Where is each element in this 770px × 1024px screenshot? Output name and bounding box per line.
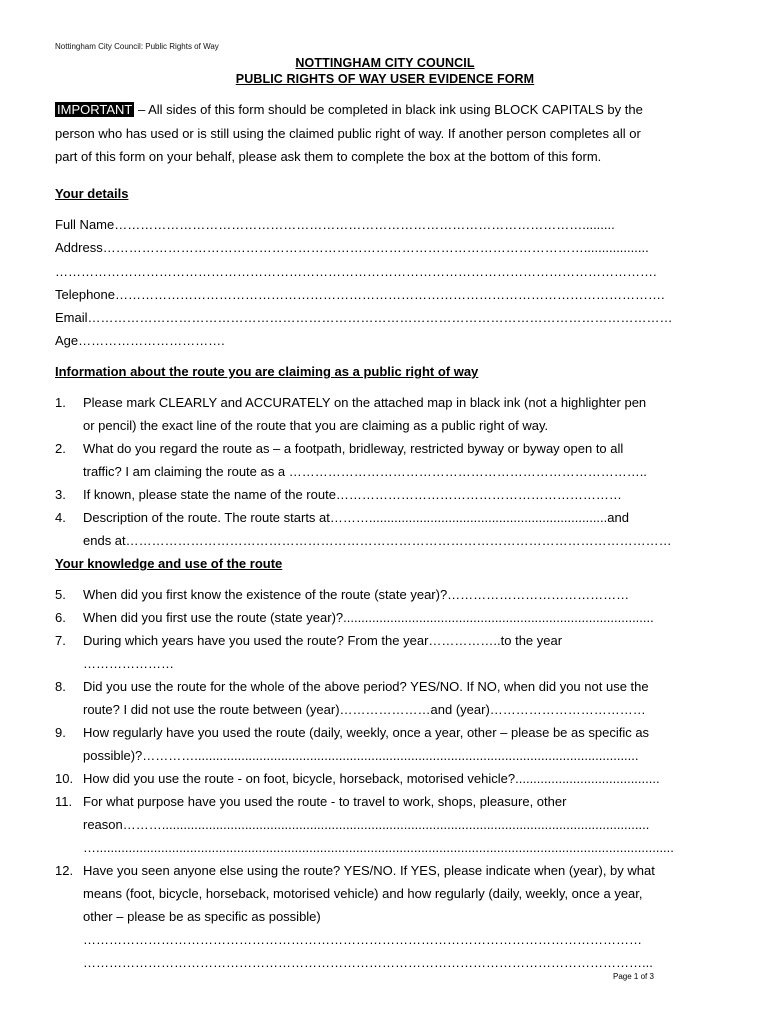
- question-6-answer-field[interactable]: When did you first use the route (state year)?......................................................................................: [83, 610, 654, 625]
- question-7-line-2[interactable]: …………………: [83, 656, 174, 671]
- question-number: 4.: [55, 510, 66, 525]
- intro-line-3: part of this form on your behalf, please ask them to complete the box at the bottom of this form.: [55, 149, 602, 164]
- question-10-answer-field[interactable]: How did you use the route - on foot, bicycle, horseback, motorised vehicle?........................................: [83, 771, 660, 786]
- question-9: [55, 725, 649, 740]
- question-11: [55, 794, 566, 809]
- question-number: 9.: [55, 725, 66, 740]
- question-2-answer-field[interactable]: traffic? I am claiming the route as a ………………………………………………………………………..: [83, 464, 647, 479]
- header-note: Nottingham City Council: Public Rights of Way: [55, 42, 219, 51]
- important-badge: IMPORTANT: [57, 102, 133, 117]
- question-9-answer-field[interactable]: possible)?…………...........................................................................................................................: [83, 748, 639, 763]
- question-12-answer-field[interactable]: …………………………………………………………………………………………………………………: [83, 932, 642, 947]
- question-text: For what purpose have you used the route - to travel to work, shops, pleasure, other: [83, 794, 567, 809]
- question-number: 12.: [55, 863, 74, 878]
- question-8-answer-field[interactable]: route? I did not use the route between (year)…………………and (year)………………………………: [83, 702, 646, 717]
- address-field-line-2[interactable]: ………………………………………………………………………………………………………………………….: [55, 264, 657, 279]
- your-details-heading: Your details: [55, 186, 129, 201]
- years-used-field[interactable]: During which years have you used the route? From the year……………..to the year: [83, 633, 563, 648]
- question-11-answer-field-line-2[interactable]: …................................................................................................................................................................: [83, 840, 674, 855]
- route-info-heading: Information about the route you are claiming as a public right of way: [55, 364, 479, 379]
- question-text: What do you regard the route as – a footpath, bridleway, restricted byway or byway open to all: [83, 441, 624, 456]
- question-12: [55, 863, 655, 878]
- question-number: 2.: [55, 441, 66, 456]
- question-text: Please mark CLEARLY and ACCURATELY on the attached map in black ink (not a highlighter pen: [83, 395, 647, 410]
- knowledge-heading: Your knowledge and use of the route: [55, 556, 283, 571]
- intro-paragraph: [55, 98, 715, 169]
- question-number: 11.: [55, 794, 73, 809]
- question-number: 3.: [55, 487, 66, 502]
- question-12-line-3: other – please be as specific as possible): [83, 909, 321, 924]
- council-title: NOTTINGHAM CITY COUNCIL: [295, 56, 475, 70]
- route-start-field[interactable]: Description of the route. The route starts at………..................................................................and: [83, 510, 629, 525]
- question-4: [55, 510, 629, 525]
- question-12-answer-field-line-2[interactable]: …………………………………………………………………………………………………………………...: [83, 955, 653, 970]
- route-end-field[interactable]: ends at………………………………………………………………………………………………………………: [83, 533, 672, 548]
- question-text: Have you seen anyone else using the route? YES/NO. If YES, please indicate when (year), by what: [83, 863, 655, 878]
- question-6: [55, 610, 654, 625]
- question-8: [55, 679, 649, 694]
- question-1-line-2: or pencil) the exact line of the route that you are claiming as a public right of way.: [83, 418, 549, 433]
- question-number: 8.: [55, 679, 66, 694]
- question-number: 5.: [55, 587, 66, 602]
- intro-line-1: – All sides of this form should be completed in black ink using BLOCK CAPITALS by the: [134, 102, 643, 117]
- question-11-answer-field[interactable]: reason……….......................................................................................................................................: [83, 817, 650, 832]
- question-number: 7.: [55, 633, 66, 648]
- email-field[interactable]: Email………………………………………………………………………………………………………………………: [55, 310, 673, 325]
- full-name-field[interactable]: Full Name……………………………………………………………………………………………….........: [55, 217, 615, 232]
- question-number: 10.: [55, 771, 74, 786]
- telephone-field[interactable]: Telephone……………………………………………………………………………………………………………….: [55, 287, 665, 302]
- question-5: [55, 587, 629, 602]
- question-2: [55, 441, 623, 456]
- age-field[interactable]: Age…………………………….: [55, 333, 225, 348]
- address-field[interactable]: Address…………………………………………………………………………………………………..................: [55, 240, 649, 255]
- question-3-answer-field[interactable]: If known, please state the name of the route…………………………………………………………: [83, 487, 622, 502]
- question-7: [55, 633, 562, 648]
- question-number: 1.: [55, 395, 66, 410]
- question-10: [55, 771, 660, 786]
- question-text: How regularly have you used the route (daily, weekly, once a year, other – please be as specific as: [83, 725, 650, 740]
- question-number: 6.: [55, 610, 66, 625]
- form-title: PUBLIC RIGHTS OF WAY USER EVIDENCE FORM: [235, 72, 535, 86]
- question-12-line-2: means (foot, bicycle, horseback, motorised vehicle) and how regularly (daily, weekly, once a year,: [83, 886, 643, 901]
- intro-line-2: person who has used or is still using the claimed public right of way. If another person completes all or: [55, 125, 641, 141]
- question-1: [55, 395, 646, 410]
- question-3: [55, 487, 622, 502]
- page-number: Page 1 of 3: [613, 972, 654, 981]
- question-text: Did you use the route for the whole of the above period? YES/NO. If NO, when did you not use the: [83, 679, 649, 694]
- question-5-answer-field[interactable]: When did you first know the existence of the route (state year)?……………………………………: [83, 587, 630, 602]
